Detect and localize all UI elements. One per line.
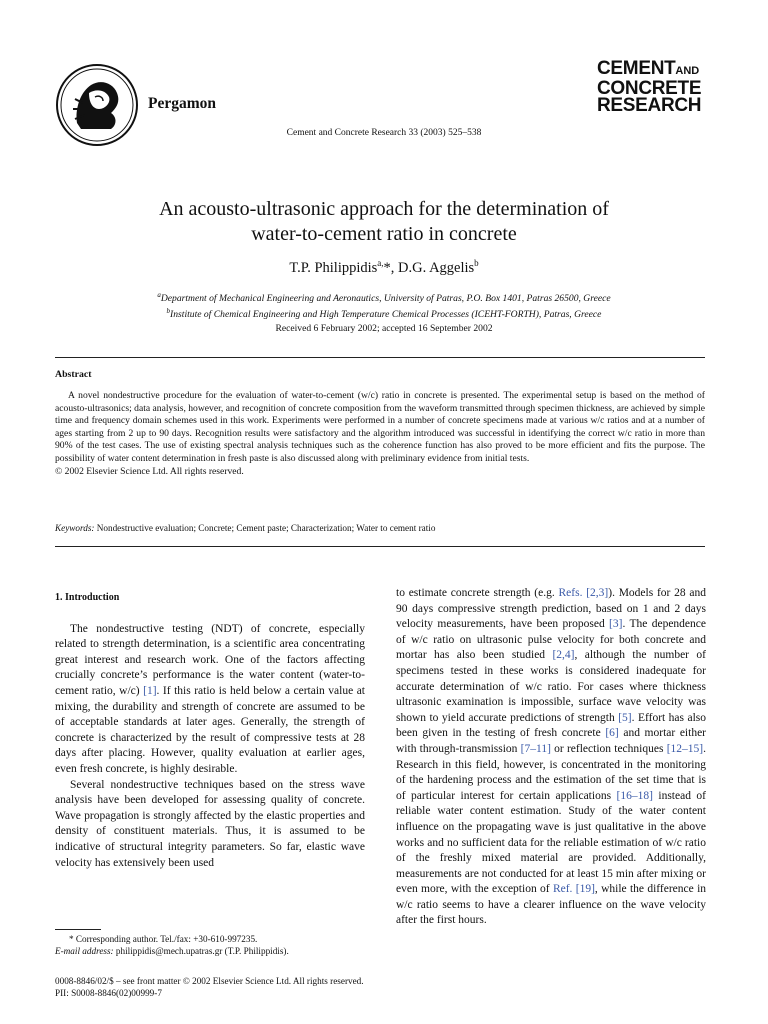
abstract-body xyxy=(55,390,705,478)
keywords-label: Keywords: xyxy=(55,523,95,533)
journal-logo-line3: RESEARCH xyxy=(597,95,702,116)
corresponding-author-note: * Corresponding author. Tel./fax: +30-610-997235. xyxy=(69,934,258,944)
journal-logo-line1: CEMENT xyxy=(597,58,676,79)
footnote-rule xyxy=(55,929,101,930)
pii-line: PII: S0008-8846(02)00999-7 xyxy=(55,988,162,998)
footnote xyxy=(55,933,289,957)
email-note xyxy=(55,945,289,957)
title-line-1: An acousto-ultrasonic approach for the determination of xyxy=(159,198,609,220)
author-list xyxy=(0,258,768,277)
email-address[interactable]: philippidis@mech.upatras.gr (T.P. Philippidis). xyxy=(113,946,289,956)
citation-link[interactable]: [6] xyxy=(605,727,619,740)
section-heading-introduction: 1. Introduction xyxy=(55,592,120,603)
keywords-list: Nondestructive evaluation; Concrete; Cement paste; Characterization; Water to cement ratio xyxy=(94,523,436,533)
citation-link[interactable]: [12–15] xyxy=(666,742,704,755)
author-1: T.P. Philippidis xyxy=(289,259,378,276)
issn-line: 0008-8846/02/$ – see front matter © 2002 Elsevier Science Ltd. All rights reserved. xyxy=(55,976,364,986)
citation-link[interactable]: [3] xyxy=(609,618,623,631)
author-2: D.G. Aggelis xyxy=(398,259,475,276)
email-label: E-mail address: xyxy=(55,946,114,956)
abstract-copyright: © 2002 Elsevier Science Ltd. All rights reserved. xyxy=(55,465,244,477)
publisher-name: Pergamon xyxy=(148,95,217,112)
citation-link[interactable]: Refs. [2,3] xyxy=(558,587,609,599)
journal-citation: Cement and Concrete Research 33 (2003) 525–538 xyxy=(286,128,482,138)
author-2-affil: b xyxy=(474,258,479,268)
citation-link[interactable]: [7–11] xyxy=(520,742,551,755)
citation-link[interactable]: [1] xyxy=(143,684,157,697)
intro-paragraph-2-cont: to estimate concrete strength (e.g. Refs. [2,3]). Models for 28 and 90 days compressive strength prediction, based on 1 and 2 days velocity measurements, have been proposed [3]. The dependence of w/c ratio on ultrasonic pulse velocity for both concrete and mortar has also been studied [2,4], although the number of specimens tested in these works is considered inadequate for accurate determination of w/c ratio. For cases where thickness ultrasonic examination is impossible, surface wave velocity was shown to yield accurate predictions of strength [5]. Effort has also been given in the testing of fresh concrete [6] and mortar either with through-transmission [7–11] or reflection techniques [12–15]. Research in this field, however, is concentrated in the monitoring of the hardening process and the estimation of the set time that is of particular interest for certain applications [16–18] instead of reliable water content estimation. Study of the water content influence on the propagating wave is just qualitative in the above works and no sufficient data for the reliable estimation of w/c ratio of the freshly mixed material are provided. Additionally, measurements are not conducted for at least 15 min after mixing or even more, with the exception of Ref. [19], while the difference in w/c ratio seems to have a clearer influence on the wave velocity after the first hours. xyxy=(396,587,707,927)
corresponding-mark[interactable]: * xyxy=(383,259,391,276)
journal-logo-and: AND xyxy=(675,65,700,77)
author-1-affil: a, xyxy=(377,258,384,268)
abstract-text: A novel nondestructive procedure for the evaluation of water-to-cement (w/c) ratio in concrete is presented. The experimental setup is based on the method of acousto-ultrasonics; data analysis, however, and recognition of concrete composition from the waveform transmitted through specimen thickness, are achieved by simple time and frequency domain schemes used in this work. Experiments were performed in a number of concrete specimens made at various w/c ratios and at a number of ages starting from 2 up to 90 days. Recognition results were satisfactory and the algorithm introduced was successful in identifying the correct w/c ratio in more than 90% of the test cases. The use of existing spectral analysis techniques such as the coherence function has also proved to be more efficient and fits the purpose. The possibility of water content determination in fresh paste is also discussed along with preliminary evidence from initial tests. xyxy=(55,390,705,464)
body-column-left xyxy=(55,590,365,871)
page-footer xyxy=(55,975,364,999)
author-separator: , xyxy=(390,259,399,276)
citation-link[interactable]: [2,4] xyxy=(552,649,575,662)
citation-link[interactable]: [5] xyxy=(618,711,632,724)
affiliations xyxy=(0,289,768,321)
keywords xyxy=(55,523,435,533)
intro-paragraph-2: Several nondestructive techniques based on the stress wave analysis have been developed for assessing quality of concrete. Wave propagation is strongly affected by the elastic properties and density of constituent materials. Thus, it is assumed to be indicative of structural integrity parameters. So far, elastic wave velocity has extensively been used xyxy=(55,778,365,869)
affiliation-b: $^b$Institute of Chemical Engineering and High Temperature Chemical Processes (ICEHT-FORTH), Patras, Greece xyxy=(166,307,602,321)
journal-logo xyxy=(597,60,707,114)
title-line-2: water-to-cement ratio in concrete xyxy=(251,223,517,245)
body-column-right xyxy=(396,586,706,929)
journal-logo-line2: CONCRETE xyxy=(597,78,702,99)
citation-link[interactable]: [16–18] xyxy=(616,789,653,802)
affiliation-a: $^a$Department of Mechanical Engineering and Aeronautics, University of Patras, P.O. Box 1401, Patras 26500, Greece xyxy=(157,291,611,305)
abstract-top-rule xyxy=(55,357,705,358)
received-dates: Received 6 February 2002; accepted 16 September 2002 xyxy=(275,323,493,334)
intro-paragraph-1: The nondestructive testing (NDT) of concrete, especially related to strength determination, is a scientific area concentrating great interest and research work. One of the factors affecting crucially concrete’s performance is the water content (water-to-cement ratio, w/c) [1]. If this ratio is held below a certain value at mixing, the durability and strength of concrete are assumed to be of acceptable standards at later ages. Generally, the strength of concrete is characterized by the result of compressive tests at 28 days after placing. However, quality evaluation at earlier ages, even fresh concrete, is highly desirable. xyxy=(55,622,365,775)
citation-link[interactable]: Ref. [19] xyxy=(552,883,595,896)
abstract-heading: Abstract xyxy=(55,369,92,380)
abstract-bottom-rule xyxy=(55,546,705,547)
article-title xyxy=(0,197,768,247)
